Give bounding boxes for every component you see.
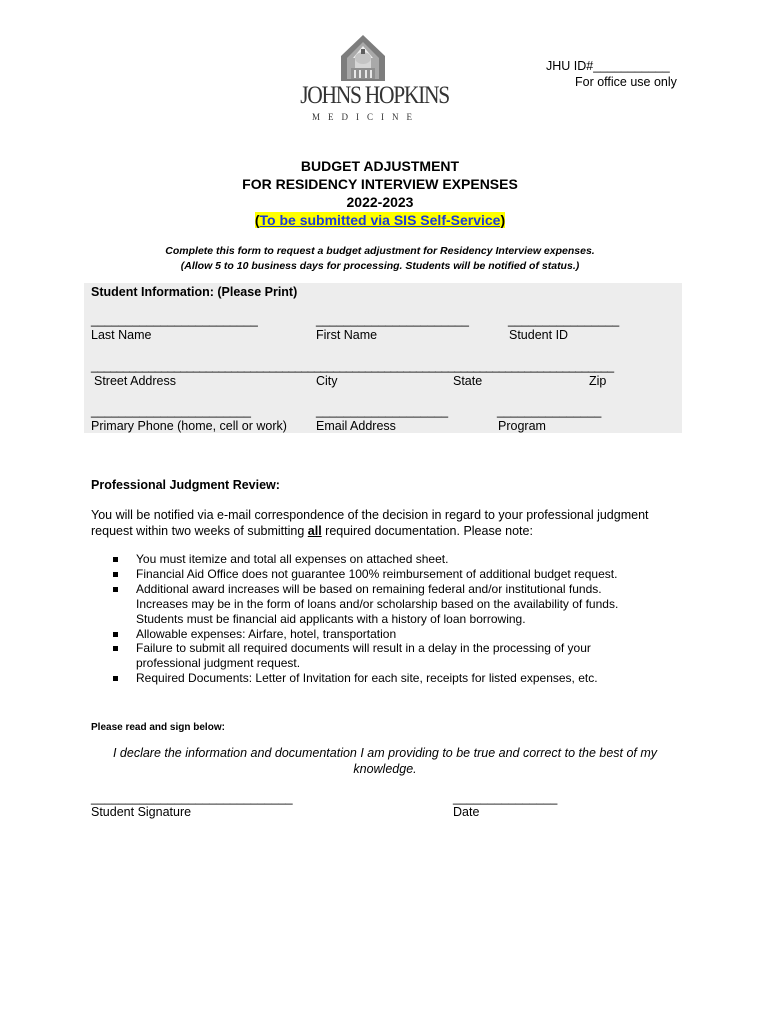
instructions: [100, 244, 660, 274]
last-name-label: Last Name: [91, 328, 152, 342]
list-item: Financial Aid Office does not guarantee 100% reimbursement of additional budget request.: [110, 567, 618, 582]
title-line-2: FOR RESIDENCY INTERVIEW EXPENSES: [242, 176, 518, 192]
list-item: Additional award increases will be based on remaining federal and/or institutional funds. Increases may be in the form of loans and/or scholarship based on the availability of funds. Students must be financial aid applicants with a history of loan borrowing.: [110, 582, 618, 627]
first-name-label: First Name: [316, 328, 378, 342]
jhu-id-field[interactable]: JHU ID#___________: [546, 59, 670, 73]
student-id-field[interactable]: ________________: [508, 313, 620, 327]
title-line-1: BUDGET ADJUSTMENT: [300, 158, 460, 174]
list-item: You must itemize and total all expenses on attached sheet.: [110, 552, 618, 567]
logo-org-name: JOHNS HOPKINS: [300, 82, 449, 109]
phone-field[interactable]: _______________________: [91, 404, 251, 418]
student-signature-label: Student Signature: [91, 805, 192, 819]
form-title: [150, 157, 610, 229]
list-item: Required Documents: Letter of Invitation for each site, receipts for listed expenses, etc.: [110, 671, 618, 686]
program-field[interactable]: _______________: [497, 404, 602, 418]
list-item: Failure to submit all required documents will result in a delay in the processing of your professional judgment request.: [110, 641, 618, 671]
signature-field[interactable]: _____________________________: [91, 791, 293, 805]
office-use-label: For office use only: [575, 75, 677, 89]
office-use-block: [546, 58, 677, 90]
program-label: Program: [498, 419, 546, 433]
first-name-field[interactable]: ______________________: [316, 313, 469, 327]
submission-note: (To be submitted via SIS Self-Service): [254, 212, 506, 228]
johns-hopkins-logo: [290, 34, 449, 124]
review-paragraph: You will be notified via e-mail correspondence of the decision in regard to your professional judgment request within two weeks of submitting all required documentation. Please note:: [91, 508, 649, 538]
review-heading: Professional Judgment Review:: [91, 478, 280, 492]
student-id-label: Student ID: [509, 328, 569, 342]
instructions-line-2: (Allow 5 to 10 business days for processing. Students will be notified of status.): [180, 260, 580, 272]
email-field[interactable]: ___________________: [316, 404, 449, 418]
title-year: 2022-2023: [346, 194, 414, 210]
date-field[interactable]: _______________: [453, 791, 558, 805]
city-label: City: [316, 374, 338, 388]
date-label: Date: [453, 805, 480, 819]
list-item: Allowable expenses: Airfare, hotel, transportation: [110, 627, 618, 642]
please-read-label: Please read and sign below:: [91, 722, 225, 733]
declaration-text: I declare the information and documentation I am providing to be true and correct to the best of my knowledge.: [112, 746, 658, 776]
phone-label: Primary Phone (home, cell or work): [91, 419, 287, 433]
logo-subtitle: MEDICINE: [312, 112, 420, 122]
student-info-heading: Student Information: (Please Print): [91, 285, 298, 299]
sis-self-service-link[interactable]: To be submitted via SIS Self-Service: [259, 212, 501, 228]
email-label: Email Address: [316, 419, 396, 433]
zip-label: Zip: [589, 374, 607, 388]
requirements-list: [110, 552, 618, 686]
state-label: State: [453, 374, 483, 388]
street-address-label: Street Address: [94, 374, 176, 388]
instructions-line-1: Complete this form to request a budget adjustment for Residency Interview expenses.: [165, 245, 595, 257]
dome-shield-icon: [337, 34, 389, 82]
address-field[interactable]: __________________________________________________________________________________: [91, 359, 614, 373]
last-name-field[interactable]: ________________________: [91, 313, 258, 327]
